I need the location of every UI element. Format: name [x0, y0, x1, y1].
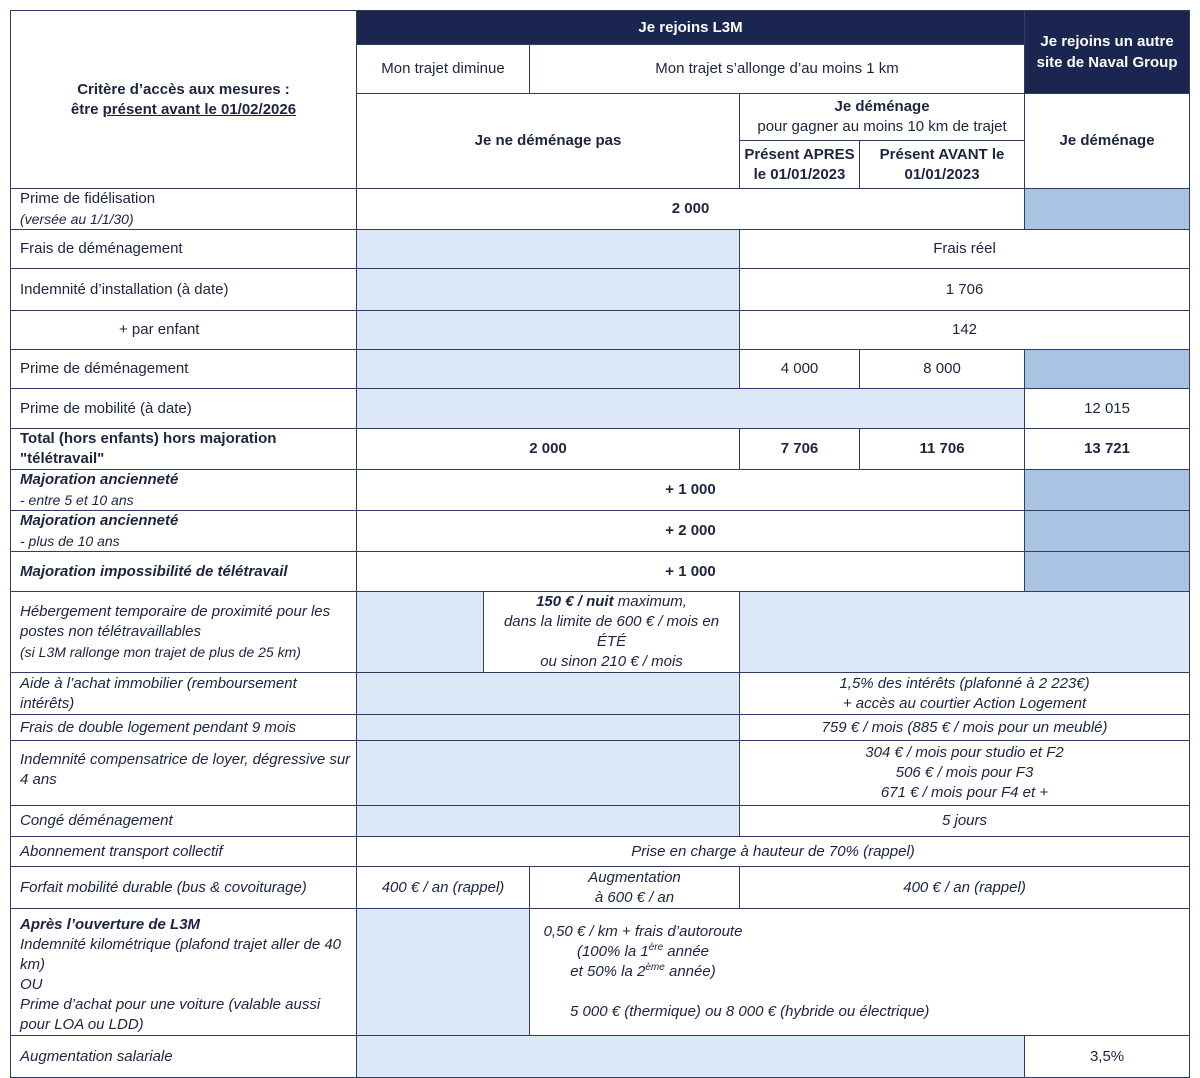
loyer-label: Indemnité compensatrice de loyer, dégressive sur 4 ans [11, 741, 357, 806]
forfait-value-3: 400 € / an (rappel) [740, 867, 1190, 909]
row-augmentation [11, 1036, 1190, 1078]
row-achat-immobilier [11, 673, 1190, 715]
maj-anc-5-10-empty [1025, 470, 1190, 511]
abonnement-value: Prise en charge à hauteur de 70% (rappel) [357, 837, 1190, 867]
row-majoration-anciennete-5-10 [11, 470, 1190, 511]
maj-anc-10-value: + 2 000 [357, 511, 1025, 552]
installation-value: 1 706 [740, 269, 1190, 311]
apres-ouverture-empty [357, 909, 530, 1036]
installation-label: Indemnité d’installation (à date) [11, 269, 357, 311]
frais-demenagement-label: Frais de déménagement [11, 230, 357, 269]
conge-label: Congé déménagement [11, 806, 357, 837]
hebergement-label: Hébergement temporaire de proximité pour les postes non télétravaillables (si L3M rallonge mon trajet de plus de 25 km) [11, 592, 357, 673]
achat-immo-label: Aide à l’achat immobilier (remboursement intérêts) [11, 673, 357, 715]
prime-demenagement-label: Prime de déménagement [11, 350, 357, 389]
double-logement-value: 759 € / mois (885 € / mois pour un meublé) [740, 715, 1190, 741]
hebergement-value: 150 € / nuit maximum, dans la limite de 600 € / mois en ÉTÉ ou sinon 210 € / mois [484, 592, 740, 673]
criteria-cell [11, 11, 357, 189]
installation-empty [357, 269, 740, 311]
row-loyer [11, 741, 1190, 806]
fidelisation-value: 2 000 [357, 189, 1025, 230]
loyer-value: 304 € / mois pour studio et F2 506 € / mois pour F3 671 € / mois pour F4 et + [740, 741, 1190, 806]
prime-mobilite-empty [357, 389, 1025, 429]
demenage-title: Je déménage [834, 98, 930, 115]
conge-empty [357, 806, 740, 837]
double-logement-label: Frais de double logement pendant 9 mois [11, 715, 357, 741]
criteria-line-2: être présent avant le 01/02/2026 [70, 100, 297, 118]
row-installation [11, 269, 1190, 311]
apres-ouverture-value: 0,50 € / km + frais d’autoroute (100% la 1ère année et 50% la 2ème année) 5 000 € (thermique) ou 8 000 € (hybride ou électrique) [530, 909, 1190, 1036]
forfait-label: Forfait mobilité durable (bus & covoiturage) [11, 867, 357, 909]
row-double-logement [11, 715, 1190, 741]
frais-demenagement-empty [357, 230, 740, 269]
prime-mobilite-label: Prime de mobilité (à date) [11, 389, 357, 429]
join-other-site-header: Je rejoins un autre site de Naval Group [1025, 11, 1190, 94]
prime-mobilite-value: 12 015 [1025, 389, 1190, 429]
ne-demenage-pas-header: Je ne déménage pas [357, 94, 740, 189]
measures-table-container [10, 10, 1190, 1078]
demenage-header [740, 94, 1025, 141]
double-logement-empty [357, 715, 740, 741]
maj-teletravail-label: Majoration impossibilité de télétravail [11, 552, 357, 592]
par-enfant-empty [357, 311, 740, 350]
apres-ouverture-label: Après l’ouverture de L3M Indemnité kilométrique (plafond trajet aller de 40 km) OU Prime d’achat pour une voiture (valable aussi pour LOA ou LDD) [11, 909, 357, 1036]
maj-teletravail-empty [1025, 552, 1190, 592]
row-forfait-mobilite [11, 867, 1190, 909]
loyer-empty [357, 741, 740, 806]
je-demenage-other-header: Je déménage [1025, 94, 1190, 189]
prime-demenagement-empty [357, 350, 740, 389]
present-avant-header: Présent AVANT le 01/01/2023 [860, 141, 1025, 189]
measures-table [10, 10, 1190, 1078]
present-apres-header: Présent APRES le 01/01/2023 [740, 141, 860, 189]
total-value-1: 2 000 [357, 429, 740, 470]
maj-teletravail-value: + 1 000 [357, 552, 1025, 592]
row-hebergement [11, 592, 1190, 673]
trajet-diminue-header: Mon trajet diminue [357, 45, 530, 94]
row-fidelisation [11, 189, 1190, 230]
row-prime-demenagement [11, 350, 1190, 389]
total-label: Total (hors enfants) hors majoration "télétravail" [11, 429, 357, 470]
par-enfant-value: 142 [740, 311, 1190, 350]
augmentation-label: Augmentation salariale [11, 1036, 357, 1078]
join-l3m-header: Je rejoins L3M [357, 11, 1025, 45]
criteria-date: présent avant le 01/02/2026 [102, 100, 297, 118]
fidelisation-label: Prime de fidélisation (versée au 1/1/30) [11, 189, 357, 230]
row-par-enfant [11, 311, 1190, 350]
row-conge [11, 806, 1190, 837]
row-abonnement [11, 837, 1190, 867]
maj-anc-10-label: Majoration ancienneté - plus de 10 ans [11, 511, 357, 552]
achat-immo-value: 1,5% des intérêts (plafonné à 2 223€) + accès au courtier Action Logement [740, 673, 1190, 715]
abonnement-label: Abonnement transport collectif [11, 837, 357, 867]
row-majoration-anciennete-10 [11, 511, 1190, 552]
maj-anc-10-empty [1025, 511, 1190, 552]
fidelisation-empty [1025, 189, 1190, 230]
hebergement-empty-right [740, 592, 1190, 673]
conge-value: 5 jours [740, 806, 1190, 837]
criteria-line-1: Critère d’accès aux mesures : [77, 80, 290, 98]
header-row-1 [11, 11, 1190, 45]
hebergement-empty-left [357, 592, 484, 673]
trajet-allonge-header: Mon trajet s’allonge d’au moins 1 km [530, 45, 1025, 94]
par-enfant-label: + par enfant [11, 311, 357, 350]
row-majoration-teletravail [11, 552, 1190, 592]
forfait-value-2: Augmentation à 600 € / an [530, 867, 740, 909]
achat-immo-empty [357, 673, 740, 715]
total-value-4: 13 721 [1025, 429, 1190, 470]
maj-anc-5-10-value: + 1 000 [357, 470, 1025, 511]
augmentation-empty [357, 1036, 1025, 1078]
total-value-2: 7 706 [740, 429, 860, 470]
row-apres-ouverture [11, 909, 1190, 1036]
maj-anc-5-10-label: Majoration ancienneté - entre 5 et 10 ans [11, 470, 357, 511]
demenage-subtitle: pour gagner au moins 10 km de trajet [757, 118, 1007, 135]
augmentation-value: 3,5% [1025, 1036, 1190, 1078]
prime-demenagement-apres: 4 000 [740, 350, 860, 389]
row-frais-demenagement [11, 230, 1190, 269]
total-value-3: 11 706 [860, 429, 1025, 470]
row-total [11, 429, 1190, 470]
prime-demenagement-other-empty [1025, 350, 1190, 389]
forfait-value-1: 400 € / an (rappel) [357, 867, 530, 909]
prime-demenagement-avant: 8 000 [860, 350, 1025, 389]
frais-demenagement-value: Frais réel [740, 230, 1190, 269]
row-prime-mobilite [11, 389, 1190, 429]
